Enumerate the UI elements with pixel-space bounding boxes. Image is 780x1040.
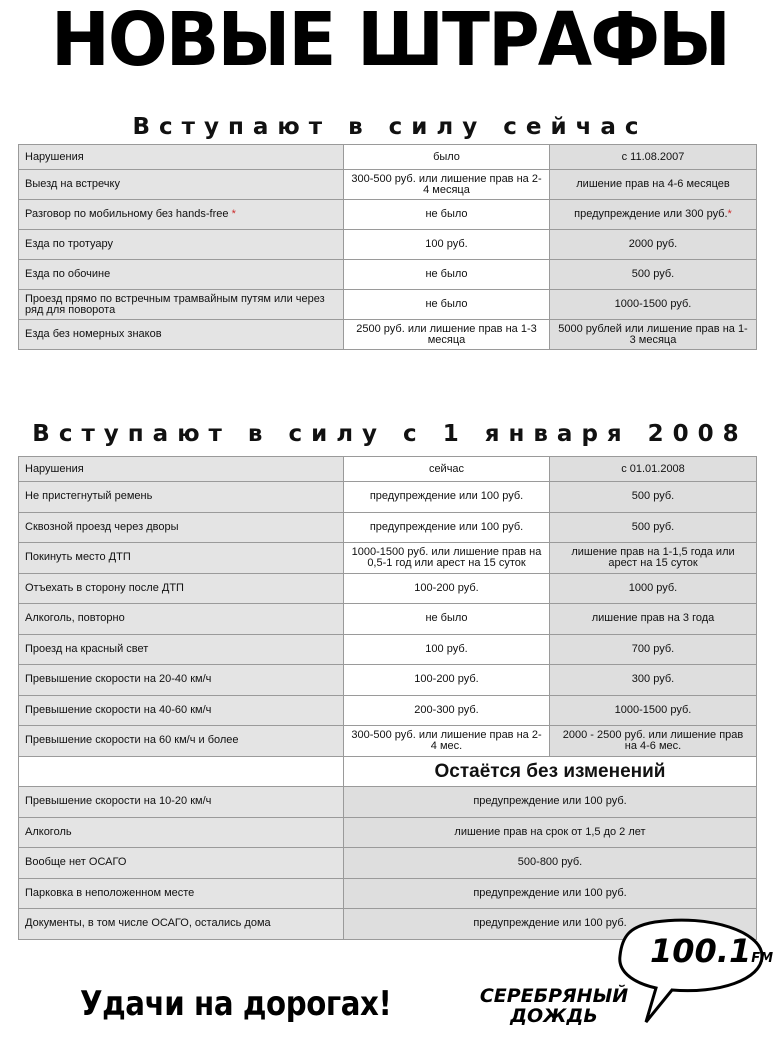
column-header-old: сейчас <box>344 457 550 482</box>
new-penalty-cell: 1000 руб. <box>550 573 757 604</box>
table-row <box>19 230 757 260</box>
new-penalty-cell: 500 руб. <box>550 482 757 513</box>
old-penalty-cell: 2500 руб. или лишение прав на 1-3 месяца <box>344 320 550 350</box>
new-penalty-cell: лишение прав на 1-1,5 года или арест на 15 суток <box>550 543 757 574</box>
page-title: НОВЫЕ ШТРАФЫ <box>50 0 730 83</box>
old-penalty-cell: не было <box>344 604 550 635</box>
new-penalty-cell: 2000 - 2500 руб. или лишение прав на 4-6 мес. <box>550 726 757 757</box>
old-penalty-cell: не было <box>344 260 550 290</box>
old-penalty-cell: 200-300 руб. <box>344 695 550 726</box>
old-penalty-cell: 100 руб. <box>344 634 550 665</box>
logo-frequency-value: 100.1 <box>650 932 752 970</box>
blank-cell <box>19 756 344 787</box>
table-row <box>19 695 757 726</box>
fines-table-2008 <box>18 456 757 940</box>
table-row <box>19 848 757 879</box>
table-header-row <box>19 457 757 482</box>
old-penalty-cell: 100 руб. <box>344 230 550 260</box>
table-row <box>19 290 757 320</box>
penalty-cell: предупреждение или 100 руб. <box>344 787 757 818</box>
table-row <box>19 634 757 665</box>
old-penalty-cell: не было <box>344 290 550 320</box>
violation-cell: Превышение скорости на 20-40 км/ч <box>19 665 344 696</box>
violation-cell: Превышение скорости на 60 км/ч и более <box>19 726 344 757</box>
new-penalty-cell: 1000-1500 руб. <box>550 695 757 726</box>
column-header-old: было <box>344 145 550 170</box>
old-penalty-cell: не было <box>344 200 550 230</box>
new-penalty-cell <box>550 200 757 230</box>
column-header-violation: Нарушения <box>19 145 344 170</box>
table-row <box>19 817 757 848</box>
section2-heading: Вступают в силу с 1 января 2008 <box>32 421 748 447</box>
footer-slogan: Удачи на дорогах! <box>80 984 392 1024</box>
fines-table-now <box>18 144 757 350</box>
table-row <box>19 200 757 230</box>
violation-cell: Езда по тротуару <box>19 230 344 260</box>
column-header-new: с 01.01.2008 <box>550 457 757 482</box>
violation-text: Разговор по мобильному без hands-free <box>25 208 229 220</box>
table-row <box>19 604 757 635</box>
table-row <box>19 878 757 909</box>
new-penalty-cell: 1000-1500 руб. <box>550 290 757 320</box>
unchanged-header-row <box>19 756 757 787</box>
violation-cell: Документы, в том числе ОСАГО, остались дома <box>19 909 344 940</box>
penalty-cell: предупреждение или 100 руб. <box>344 878 757 909</box>
violation-cell: Покинуть место ДТП <box>19 543 344 574</box>
table-row <box>19 320 757 350</box>
logo-frequency <box>650 932 773 970</box>
violation-cell: Сквозной проезд через дворы <box>19 512 344 543</box>
violation-cell: Не пристегнутый ремень <box>19 482 344 513</box>
table-row <box>19 726 757 757</box>
new-penalty-text: предупреждение или 300 руб. <box>574 208 728 220</box>
violation-cell: Езда без номерных знаков <box>19 320 344 350</box>
old-penalty-cell: 100-200 руб. <box>344 573 550 604</box>
logo-line1: СЕРЕБРЯНЫЙ <box>479 985 629 1007</box>
table-row <box>19 482 757 513</box>
old-penalty-cell: предупреждение или 100 руб. <box>344 512 550 543</box>
column-header-new: с 11.08.2007 <box>550 145 757 170</box>
new-penalty-cell: 5000 рублей или лишение прав на 1-3 месяца <box>550 320 757 350</box>
violation-cell: Отъехать в сторону после ДТП <box>19 573 344 604</box>
new-penalty-cell: 500 руб. <box>550 260 757 290</box>
violation-cell: Превышение скорости на 40-60 км/ч <box>19 695 344 726</box>
violation-cell: Проезд прямо по встречным трамвайным путям или через ряд для поворота <box>19 290 344 320</box>
footnote-mark: * <box>231 208 236 220</box>
old-penalty-cell: 300-500 руб. или лишение прав на 2-4 месяца <box>344 170 550 200</box>
new-penalty-cell: 700 руб. <box>550 634 757 665</box>
new-penalty-cell: 2000 руб. <box>550 230 757 260</box>
old-penalty-cell: предупреждение или 100 руб. <box>344 482 550 513</box>
violation-cell: Проезд на красный свет <box>19 634 344 665</box>
logo-band: FM <box>751 951 774 966</box>
table-row <box>19 787 757 818</box>
violation-cell: Алкоголь <box>19 817 344 848</box>
new-penalty-cell: 500 руб. <box>550 512 757 543</box>
column-header-violation: Нарушения <box>19 457 344 482</box>
radio-logo <box>450 912 774 1040</box>
table-row <box>19 512 757 543</box>
table-row <box>19 170 757 200</box>
section1-heading: Вступают в силу сейчас <box>132 114 648 140</box>
logo-wordmark <box>464 986 644 1026</box>
violation-cell: Выезд на встречку <box>19 170 344 200</box>
violation-cell: Превышение скорости на 10-20 км/ч <box>19 787 344 818</box>
penalty-cell: 500-800 руб. <box>344 848 757 879</box>
table-header-row <box>19 145 757 170</box>
violation-cell: Езда по обочине <box>19 260 344 290</box>
table-row <box>19 573 757 604</box>
new-penalty-cell: 300 руб. <box>550 665 757 696</box>
unchanged-label: Остаётся без изменений <box>344 756 757 787</box>
violation-cell: Вообще нет ОСАГО <box>19 848 344 879</box>
logo-line2: ДОЖДЬ <box>510 1005 598 1027</box>
penalty-cell: предупреждение или 100 руб. <box>344 909 757 940</box>
new-penalty-cell: лишение прав на 3 года <box>550 604 757 635</box>
violation-cell: Алкоголь, повторно <box>19 604 344 635</box>
table-row <box>19 543 757 574</box>
old-penalty-cell: 1000-1500 руб. или лишение прав на 0,5-1 год или арест на 15 суток <box>344 543 550 574</box>
table-row <box>19 260 757 290</box>
old-penalty-cell: 300-500 руб. или лишение прав на 2-4 мес. <box>344 726 550 757</box>
footnote-mark: * <box>727 208 732 220</box>
table-row <box>19 665 757 696</box>
violation-cell <box>19 200 344 230</box>
violation-cell: Парковка в неположенном месте <box>19 878 344 909</box>
new-penalty-cell: лишение прав на 4-6 месяцев <box>550 170 757 200</box>
old-penalty-cell: 100-200 руб. <box>344 665 550 696</box>
penalty-cell: лишение прав на срок от 1,5 до 2 лет <box>344 817 757 848</box>
